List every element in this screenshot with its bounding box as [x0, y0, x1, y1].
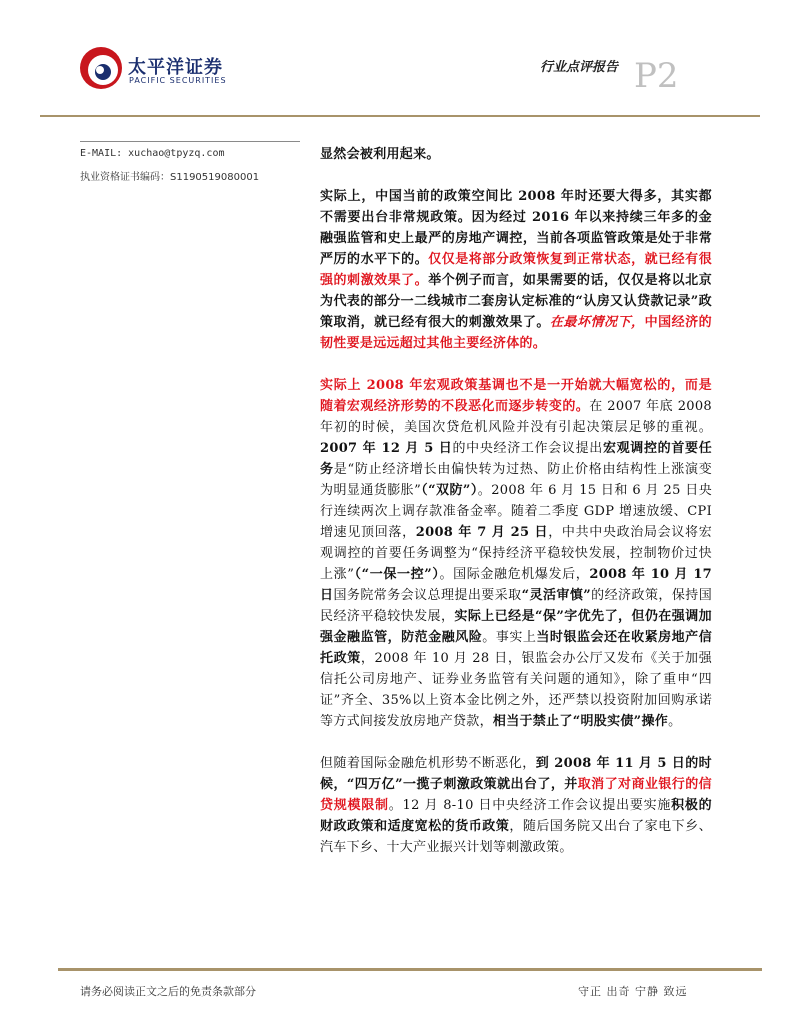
logo-english-name: PACIFIC SECURITIES — [129, 76, 227, 85]
disclaimer-note: 请务必阅读正文之后的免责条款部分 — [80, 985, 256, 998]
analyst-license-number: 执业资格证书编码：S1190519080001 — [80, 172, 260, 183]
report-body — [320, 144, 712, 858]
paragraph-2: 实际上，中国当前的政策空间比 2008 年时还要大得多，其实都不需要出台非常规政策。因为经过 2016 年以来持续三年多的金融强监管和史上最严的房地产调控，当前各项监管政策是处于非常严厉的水平下的。仅仅是将部分政策恢复到正常状态，就已经有很强的刺激效果了。举个例子而言，如果需要的话，仅仅是将以北京为代表的部分一二线城市二套房认定标准的“认房又认贷款记录”政策取消，就已经有很大的刺激效果了。在最坏情况下，中国经济的韧性要是远远超过其他主要经济体的。 — [320, 189, 712, 351]
page-number: P2 — [634, 56, 679, 96]
company-logo — [78, 45, 228, 95]
report-type-label: 行业点评报告 — [540, 60, 619, 75]
pacific-securities-logo-icon — [78, 45, 124, 91]
logo-chinese-name: 太平洋证券 — [128, 57, 223, 78]
contact-divider — [80, 141, 300, 142]
paragraph-3: 实际上 2008 年宏观政策基调也不是一开始就大幅宽松的，而是随着宏观经济形势的不段恶化而逐步转变的。在 2007 年底 2008 年初的时候，美国次贷危机风险并没有引起决策层足够的重视。2007 年 12 月 5 日的中央经济工作会议提出宏观调控的首要任务是“防止经济增长由偏快转为过热、防止价格由结构性上涨演变为明显通货膨胀”（“双防”）。2008 年 6 月 15 日和 6 月 25 日央行连续两次上调存款准备金率。随着二季度 GDP 增速放缓、CPI 增速见顶回落，2008 年 7 月 25 日，中共中央政治局会议将宏观调控的首要任务调整为“保持经济平稳较快发展，控制物价过快上涨”（“一保一控”）。国际金融危机爆发后，2008 年 10 月 17 日国务院常务会议总理提出要采取“灵活审慎”的经济政策，保持国民经济平稳较快发展，实际上已经是“保”字优先了，但仍在强调加强金融监管，防范金融风险。事实上当时银监会还在收紧房地产信托政策，2008 年 10 月 28 日，银监会办公厅又发布《关于加强信托公司房地产、证券业务监管有关问题的通知》，除了重申“四证”齐全、35%以上资本金比例之外，还严禁以投资附加回购承诺等方式间接发放房地产贷款，相当于禁止了“明股实债”操作。 — [320, 378, 713, 729]
header-divider — [40, 115, 760, 117]
footer-divider — [58, 968, 762, 971]
analyst-email: E-MAIL: xuchao@tpyzq.com — [80, 148, 225, 159]
paragraph-4: 但随着国际金融危机形势不断恶化，到 2008 年 11 月 5 日的时候，“四万亿”一揽子刺激政策就出台了，并取消了对商业银行的信贷规模限制。12 月 8-10 日中央经济工作会议提出要实施积极的财政政策和适度宽松的货币政策，随后国务院又出台了家电下乡、汽车下乡、十大产业振兴计划等刺激政策。 — [320, 756, 712, 855]
paragraph-1: 显然会被利用起来。 — [320, 147, 440, 162]
company-motto: 守正 出奇 宁静 致远 — [578, 985, 688, 998]
